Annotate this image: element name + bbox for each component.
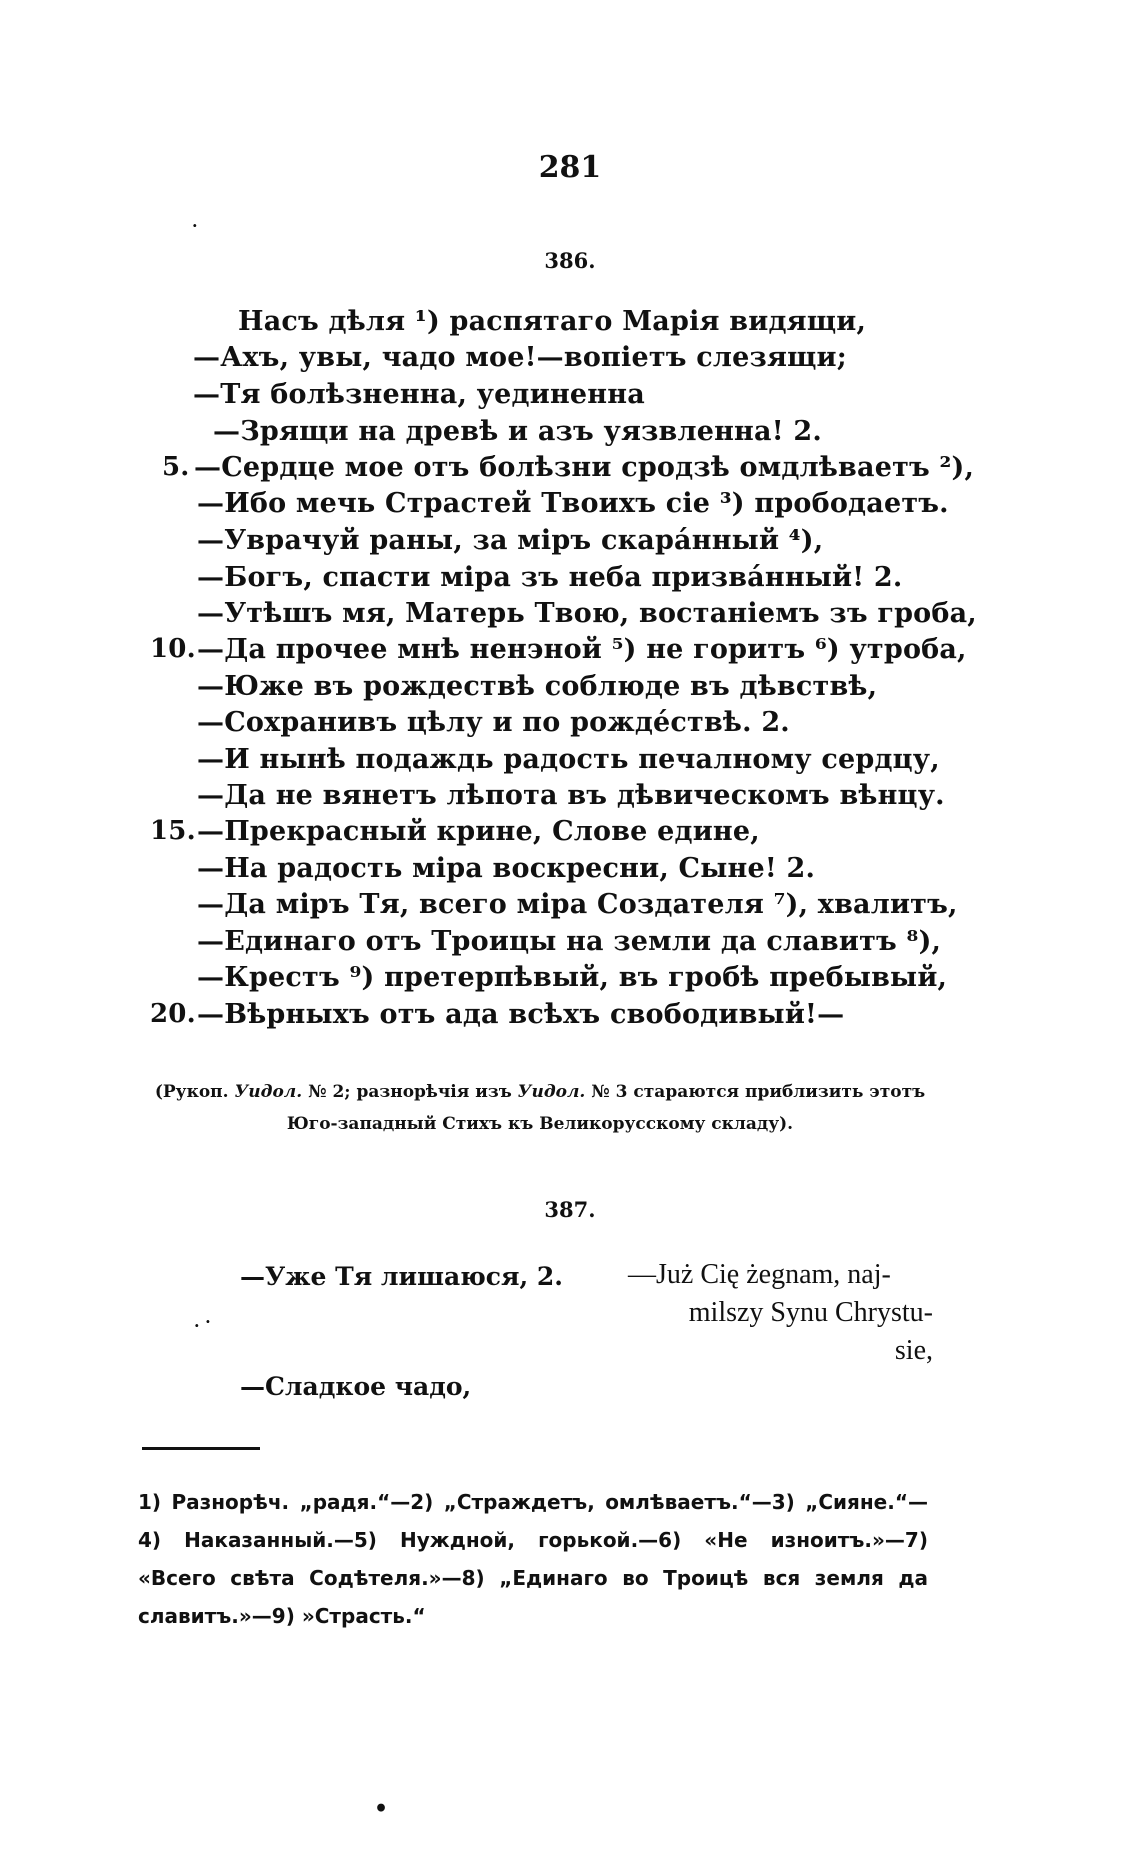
poem-387-left-line: —Уже Тя лишаюся, 2. xyxy=(240,1262,563,1291)
stray-mark: . xyxy=(192,212,198,231)
stray-mark: • xyxy=(374,1796,389,1822)
stray-mark: . · xyxy=(194,1312,211,1331)
poem-386-number: 386. xyxy=(544,248,596,273)
poem-387-polish: —Już Cię żegnam, naj- milszy Synu Chrystu- sie, xyxy=(628,1259,933,1366)
poem-387-left-line: —Сладкое чадо, xyxy=(240,1372,472,1401)
footnotes: 1) Разнорѣч. „радя.“—2) „Страждетъ, омлѣваетъ.“—3) „Сияне.“—4) Наказанный.—5) Нуждной, горькой.—6) «Не изноитъ.»—7) «Всего свѣта Содѣтеля.»—8) „Единаго во Троицѣ вся земля да славитъ.»—9) »Страсть.“ xyxy=(138,1490,928,1628)
page-number: 281 xyxy=(538,150,602,185)
footnote-divider xyxy=(142,1447,260,1450)
source-note: (Рукоп. Уидол. № 2; разнорѣчія изъ Уидол. № 3 стараются приблизить этотъ Юго-западный Стихъ къ Великорусскому складу). xyxy=(154,1082,926,1134)
poem-387-number: 387. xyxy=(544,1197,596,1222)
